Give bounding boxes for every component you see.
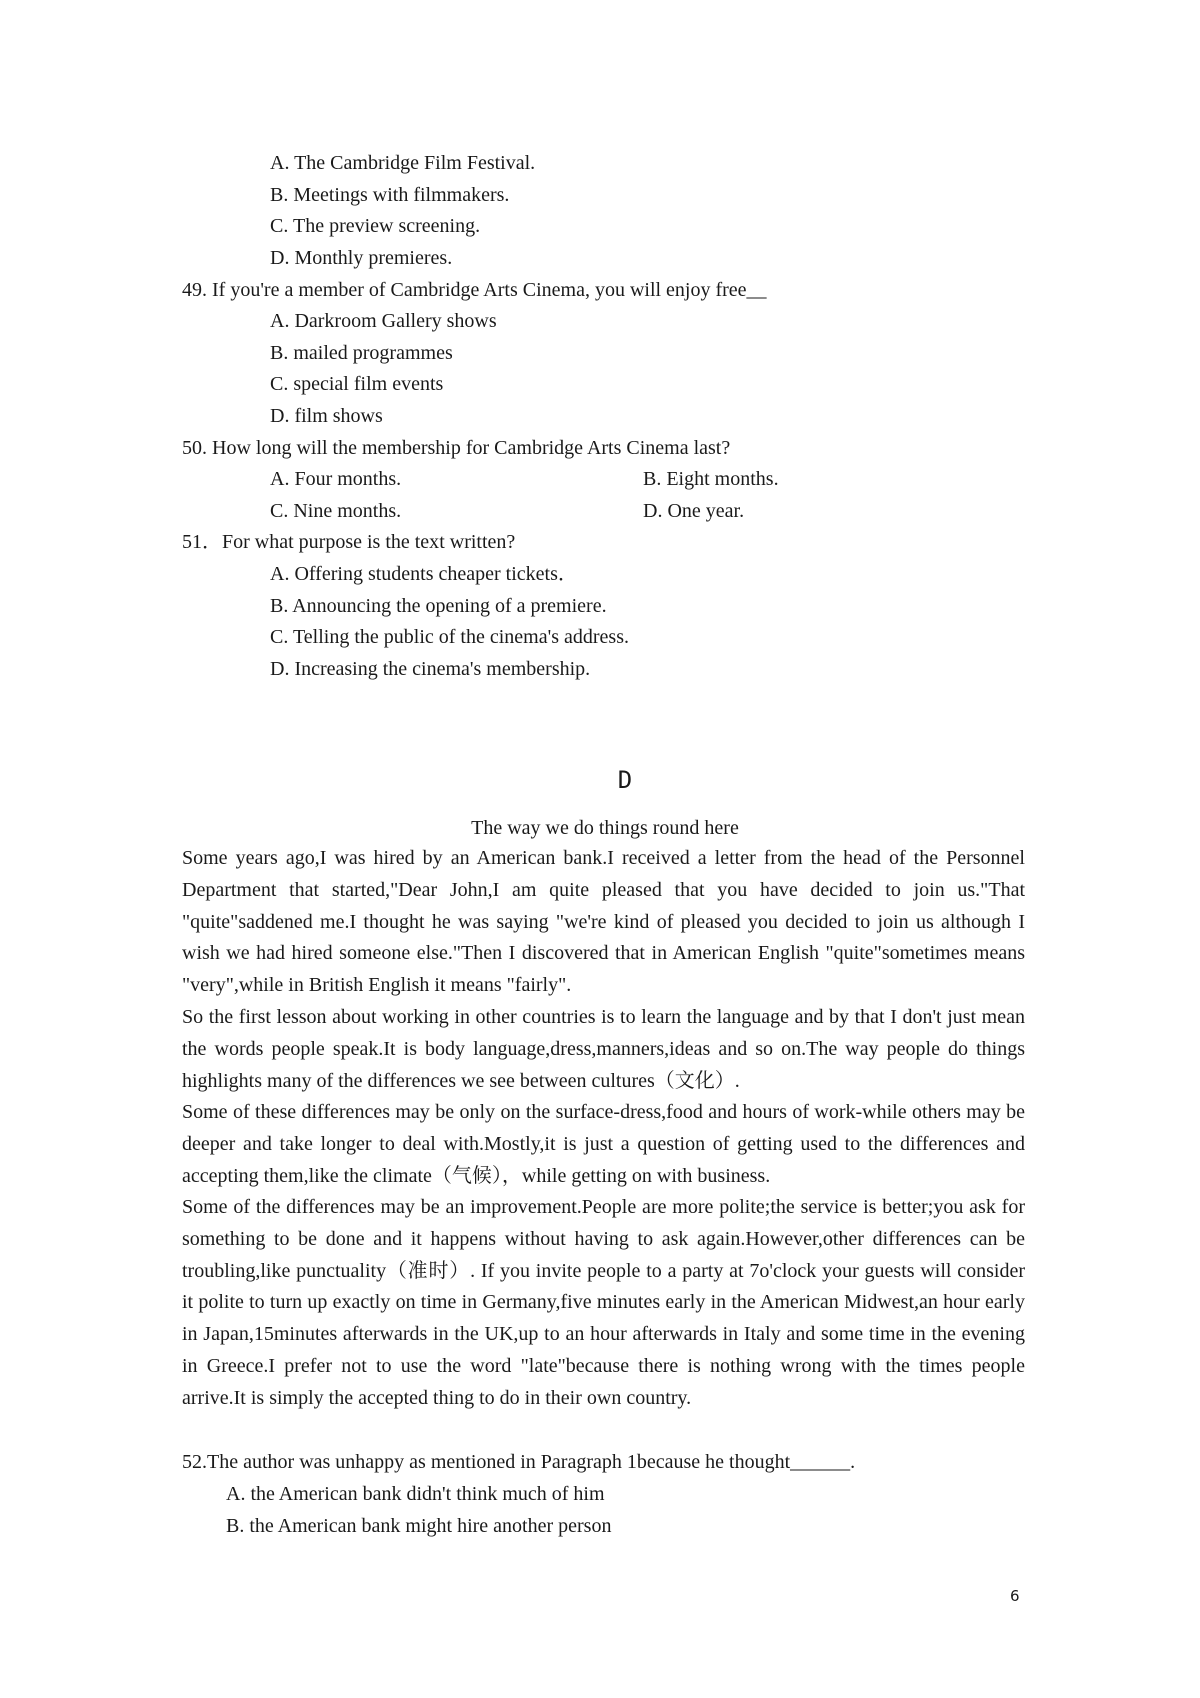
q48-option-c: C. The preview screening.	[270, 215, 481, 237]
q51-stem: 51．For what purpose is the text written?	[182, 531, 516, 553]
q48-option-b: B. Meetings with filmmakers.	[270, 184, 510, 206]
passage-paragraph-3: Some of these differences may be only on the surface-dress,food and hours of work-while others may be deeper and take longer to deal with.Mostly,it is just a question of getting used to the differences and accepting them,like the climate（气候），while getting on with business.	[182, 1101, 1025, 1187]
page-number: 6	[1010, 1587, 1020, 1605]
section-letter: D	[617, 766, 633, 794]
q51-option-c: C. Telling the public of the cinema's address.	[270, 626, 629, 648]
q49-option-a: A. Darkroom Gallery shows	[270, 310, 497, 332]
q48-option-d: D. Monthly premieres.	[270, 247, 453, 269]
q52-option-a: A. the American bank didn't think much of him	[226, 1483, 605, 1505]
q49-option-d: D. film shows	[270, 405, 383, 427]
q49-option-b: B. mailed programmes	[270, 342, 453, 364]
q48-option-a: A. The Cambridge Film Festival.	[270, 152, 536, 174]
q50-stem: 50. How long will the membership for Cambridge Arts Cinema last?	[182, 437, 731, 459]
q50-option-d: D. One year.	[643, 500, 745, 522]
q50-option-b: B. Eight months.	[643, 468, 779, 490]
q49-option-c: C. special film events	[270, 373, 444, 395]
q52-stem: 52.The author was unhappy as mentioned in Paragraph 1because he thought______.	[182, 1451, 856, 1473]
q52-option-b: B. the American bank might hire another person	[226, 1515, 612, 1537]
q50-option-c: C. Nine months.	[270, 500, 402, 522]
q51-option-d: D. Increasing the cinema's membership.	[270, 658, 591, 680]
q51-option-b: B. Announcing the opening of a premiere.	[270, 595, 607, 617]
q49-stem: 49. If you're a member of Cambridge Arts Cinema, you will enjoy free__	[182, 279, 767, 301]
passage-title: The way we do things round here	[471, 817, 739, 839]
q50-option-a: A. Four months.	[270, 468, 402, 490]
passage-paragraph-1: Some years ago,I was hired by an American bank.I received a letter from the head of the Personnel Department that started,"Dear John,I am quite pleased that you have decided to join us."That "quite"saddened me.I thought he was saying "we're kind of pleased you decided to join us although I wish we had hired someone else."Then I discovered that in American English "quite"sometimes means "very",while in British English it means "fairly".	[182, 847, 1025, 997]
passage-paragraph-2: So the first lesson about working in other countries is to learn the language and by that I don't just mean the words people speak.It is body language,dress,manners,ideas and so on.The way people do things highlights many of the differences we see between cultures（文化）.	[182, 1006, 1025, 1092]
q51-option-a: A. Offering students cheaper tickets．	[270, 563, 578, 585]
passage-paragraph-4: Some of the differences may be an improvement.People are more polite;the service is better;you ask for something to be done and it happens without having to ask again.However,other differences can be troubling,like punctuality（准时）. If you invite people to a party at 7o'clock your guests will consider it polite to turn up exactly on time in Germany,five minutes early in the American Midwest,an hour early in Japan,15minutes afterwards in the UK,up to an hour afterwards in Italy and some time in the evening in Greece.I prefer not to use the word "late"because there is nothing wrong with the times people arrive.It is simply the accepted thing to do in their own country.	[182, 1196, 1025, 1409]
